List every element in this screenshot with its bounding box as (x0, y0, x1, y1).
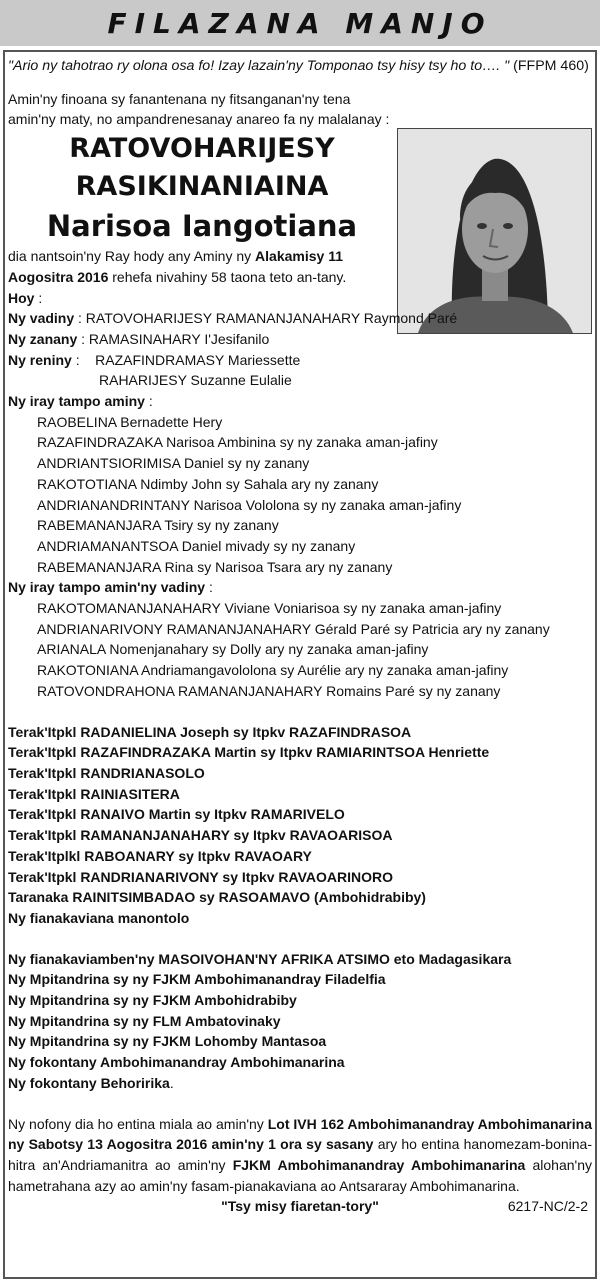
banner (0, 0, 600, 46)
death-date: 11 Aogositra 2016 (8, 248, 344, 285)
funeral-location-time: Lot IVH 162 Ambohimanandray Ambohimanarina ny Sabotsy 13 Aogositra 2016 amin'ny 1 ora sy sasany (8, 1115, 592, 1153)
list-item: ANDRIANTSIORIMISA Daniel sy ny zanany (37, 455, 310, 472)
list-item: Terak'Itpkl RAMANANJANAHARY sy Itpkv RAVAOARISOA (8, 827, 393, 844)
list-item: Terak'Itpkl RANDRIANARIVONY sy Itpkv RAVAOARINORO (8, 868, 394, 885)
hoy-line: Hoy : (8, 289, 43, 306)
deceased-surname: RATOVOHARIJESY (69, 133, 335, 165)
children-value: : RAMASINAHARY I'Jesifanilo (77, 330, 270, 347)
banner-title: FILAZANA MANJO (107, 6, 493, 40)
list-item: Ny Mpitandrina sy ny FJKM Lohomby Mantasoa (8, 1033, 327, 1050)
list-item: RAKOTOTIANA Ndimby John sy Sahala ary ny zanany (37, 475, 379, 492)
list-item: Ny fianakaviana manontolo (8, 909, 190, 926)
death-day: Alakamisy (255, 248, 325, 265)
list-item: RAKOTOMANANJANAHARY Viviane Voniarisoa sy ny zanaka aman-jafiny (37, 600, 502, 617)
children-line (8, 329, 592, 350)
list-item: Ny fokontany Behoririka. (8, 1074, 174, 1091)
quote-text: "Ario ny tahotrao ry olona osa fo! Izay lazain'ny Tomponao tsy hisy tsy ho to…. " (8, 58, 510, 74)
list-item: Terak'Itpkl RAZAFINDRAZAKA Martin sy Itpkv RAMIARINTSOA Henriette (8, 744, 490, 761)
deceased-given-name: Narisoa Iangotiana (46, 209, 358, 244)
list-item: Terak'Itplkl RABOANARY sy Itpkv RAVAOARY (8, 847, 312, 864)
scripture-quote (8, 56, 592, 77)
list-item: Ny fokontany Ambohimanandray Ambohimanarina (8, 1054, 345, 1071)
families-list (8, 722, 592, 929)
list-item: RABEMANANJARA Rina sy Narisoa Tsara ary ny zanany (37, 558, 393, 575)
list-item: Terak'Itpkl RANDRIANASOLO (8, 764, 205, 781)
inlaws-list (8, 598, 592, 702)
list-item: ANDRIANANDRINTANY Narisoa Vololona sy ny zanaka aman-jafiny (37, 496, 462, 513)
list-item: Ny fianakaviamben'ny MASOIVOHAN'NY AFRIKA ATSIMO eto Madagasikara (8, 950, 512, 967)
funeral-church: FJKM Ambohimanandray Ambohimanarina (232, 1156, 526, 1173)
list-item: RAOBELINA Bernadette Hery (37, 413, 223, 430)
siblings-list (8, 412, 592, 578)
list-item: ARIANALA Nomenjanahary sy Dolly ary ny zanaka aman-jafiny (37, 641, 429, 658)
mother-value: : RAZAFINDRAMASY Mariessette (71, 351, 301, 368)
list-item: ANDRIAMANANTSOA Daniel mivady sy ny zanany (37, 537, 356, 554)
children-label: Ny zanany (8, 330, 78, 347)
deceased-surname-2: RASIKINANIAINA (75, 171, 329, 203)
list-item: RATOVONDRAHONA RAMANANJANAHARY Romains Paré sy ny zanany (37, 682, 501, 699)
list-item: Ny Mpitandrina sy ny FLM Ambatovinaky (8, 1012, 281, 1029)
list-item: Ny Mpitandrina sy ny FJKM Ambohimanandray Filadelfia (8, 971, 386, 988)
list-item: RAKOTONIANA Andriamangavololona sy Aurélie ary ny zanaka aman-jafiny (37, 662, 509, 679)
reference-code: 6217-NC/2-2 (507, 1198, 588, 1215)
list-item: RAZAFINDRAZAKA Narisoa Ambinina sy ny zanaka aman-jafiny (37, 434, 438, 451)
closing-line (8, 1196, 592, 1217)
mother-line (8, 350, 592, 371)
intro-text: Amin'ny finoana sy fanantenana ny fitsanganan'ny tena amin'ny maty, no ampandrenesanay anareo fa ny malalanay : (8, 90, 390, 128)
closing-quote: "Tsy misy fiaretan-tory" (221, 1198, 379, 1215)
siblings-heading: Ny iray tampo aminy : (8, 393, 153, 410)
quote-reference: (FFPM 460) (513, 58, 589, 74)
death-announcement: dia nantsoin'ny Ray hody any Aminy ny Alakamisy 11 Aogositra 2016 rehefa nivahiny 58 taona teto an-tany. (8, 248, 347, 285)
list-item: Terak'Itpkl RANAIVO Martin sy Itpkv RAMARIVELO (8, 806, 345, 823)
list-item: Taranaka RAINITSIMBADAO sy RASOAMAVO (Ambohidrabiby) (8, 889, 426, 906)
list-item: Terak'Itpkl RAINIASITERA (8, 785, 180, 802)
organizations-list (8, 949, 592, 1094)
notice-body (8, 56, 592, 1217)
spouse-label: Ny vadiny (8, 310, 75, 327)
inlaws-heading: Ny iray tampo amin'ny vadiny : (8, 579, 213, 596)
list-item: ANDRIANARIVONY RAMANANJANAHARY Gérald Paré sy Patricia ary ny zanany (37, 620, 550, 637)
list-item: Ny Mpitandrina sy ny FJKM Ambohidrabiby (8, 992, 297, 1009)
spouse-line (8, 308, 592, 329)
list-item: RABEMANANJARA Tsiry sy ny zanany (37, 517, 279, 534)
mother-value-2: RAHARIJESY Suzanne Eulalie (99, 372, 292, 389)
spouse-value: : RATOVOHARIJESY RAMANANJANAHARY Raymond Paré (74, 310, 458, 327)
list-item: Terak'Itpkl RADANIELINA Joseph sy Itpkv RAZAFINDRASOA (8, 723, 412, 740)
mother-label: Ny reniny (8, 351, 72, 368)
funeral-details: Ny nofony dia ho entina miala ao amin'ny Lot IVH 162 Ambohimanandray Ambohimanarina ny Sabotsy 13 Aogositra 2016 amin'ny 1 ora sy sasany ary ho entina hanomezam-bonina-hitra an'Andriamanitra ao amin'ny FJKM Ambohimanandray Ambohimanarina alohan'ny hametrahana azy ao amin'ny fasam-pianakaviana ao Antsararay Ambohimanarina. (8, 1115, 592, 1194)
